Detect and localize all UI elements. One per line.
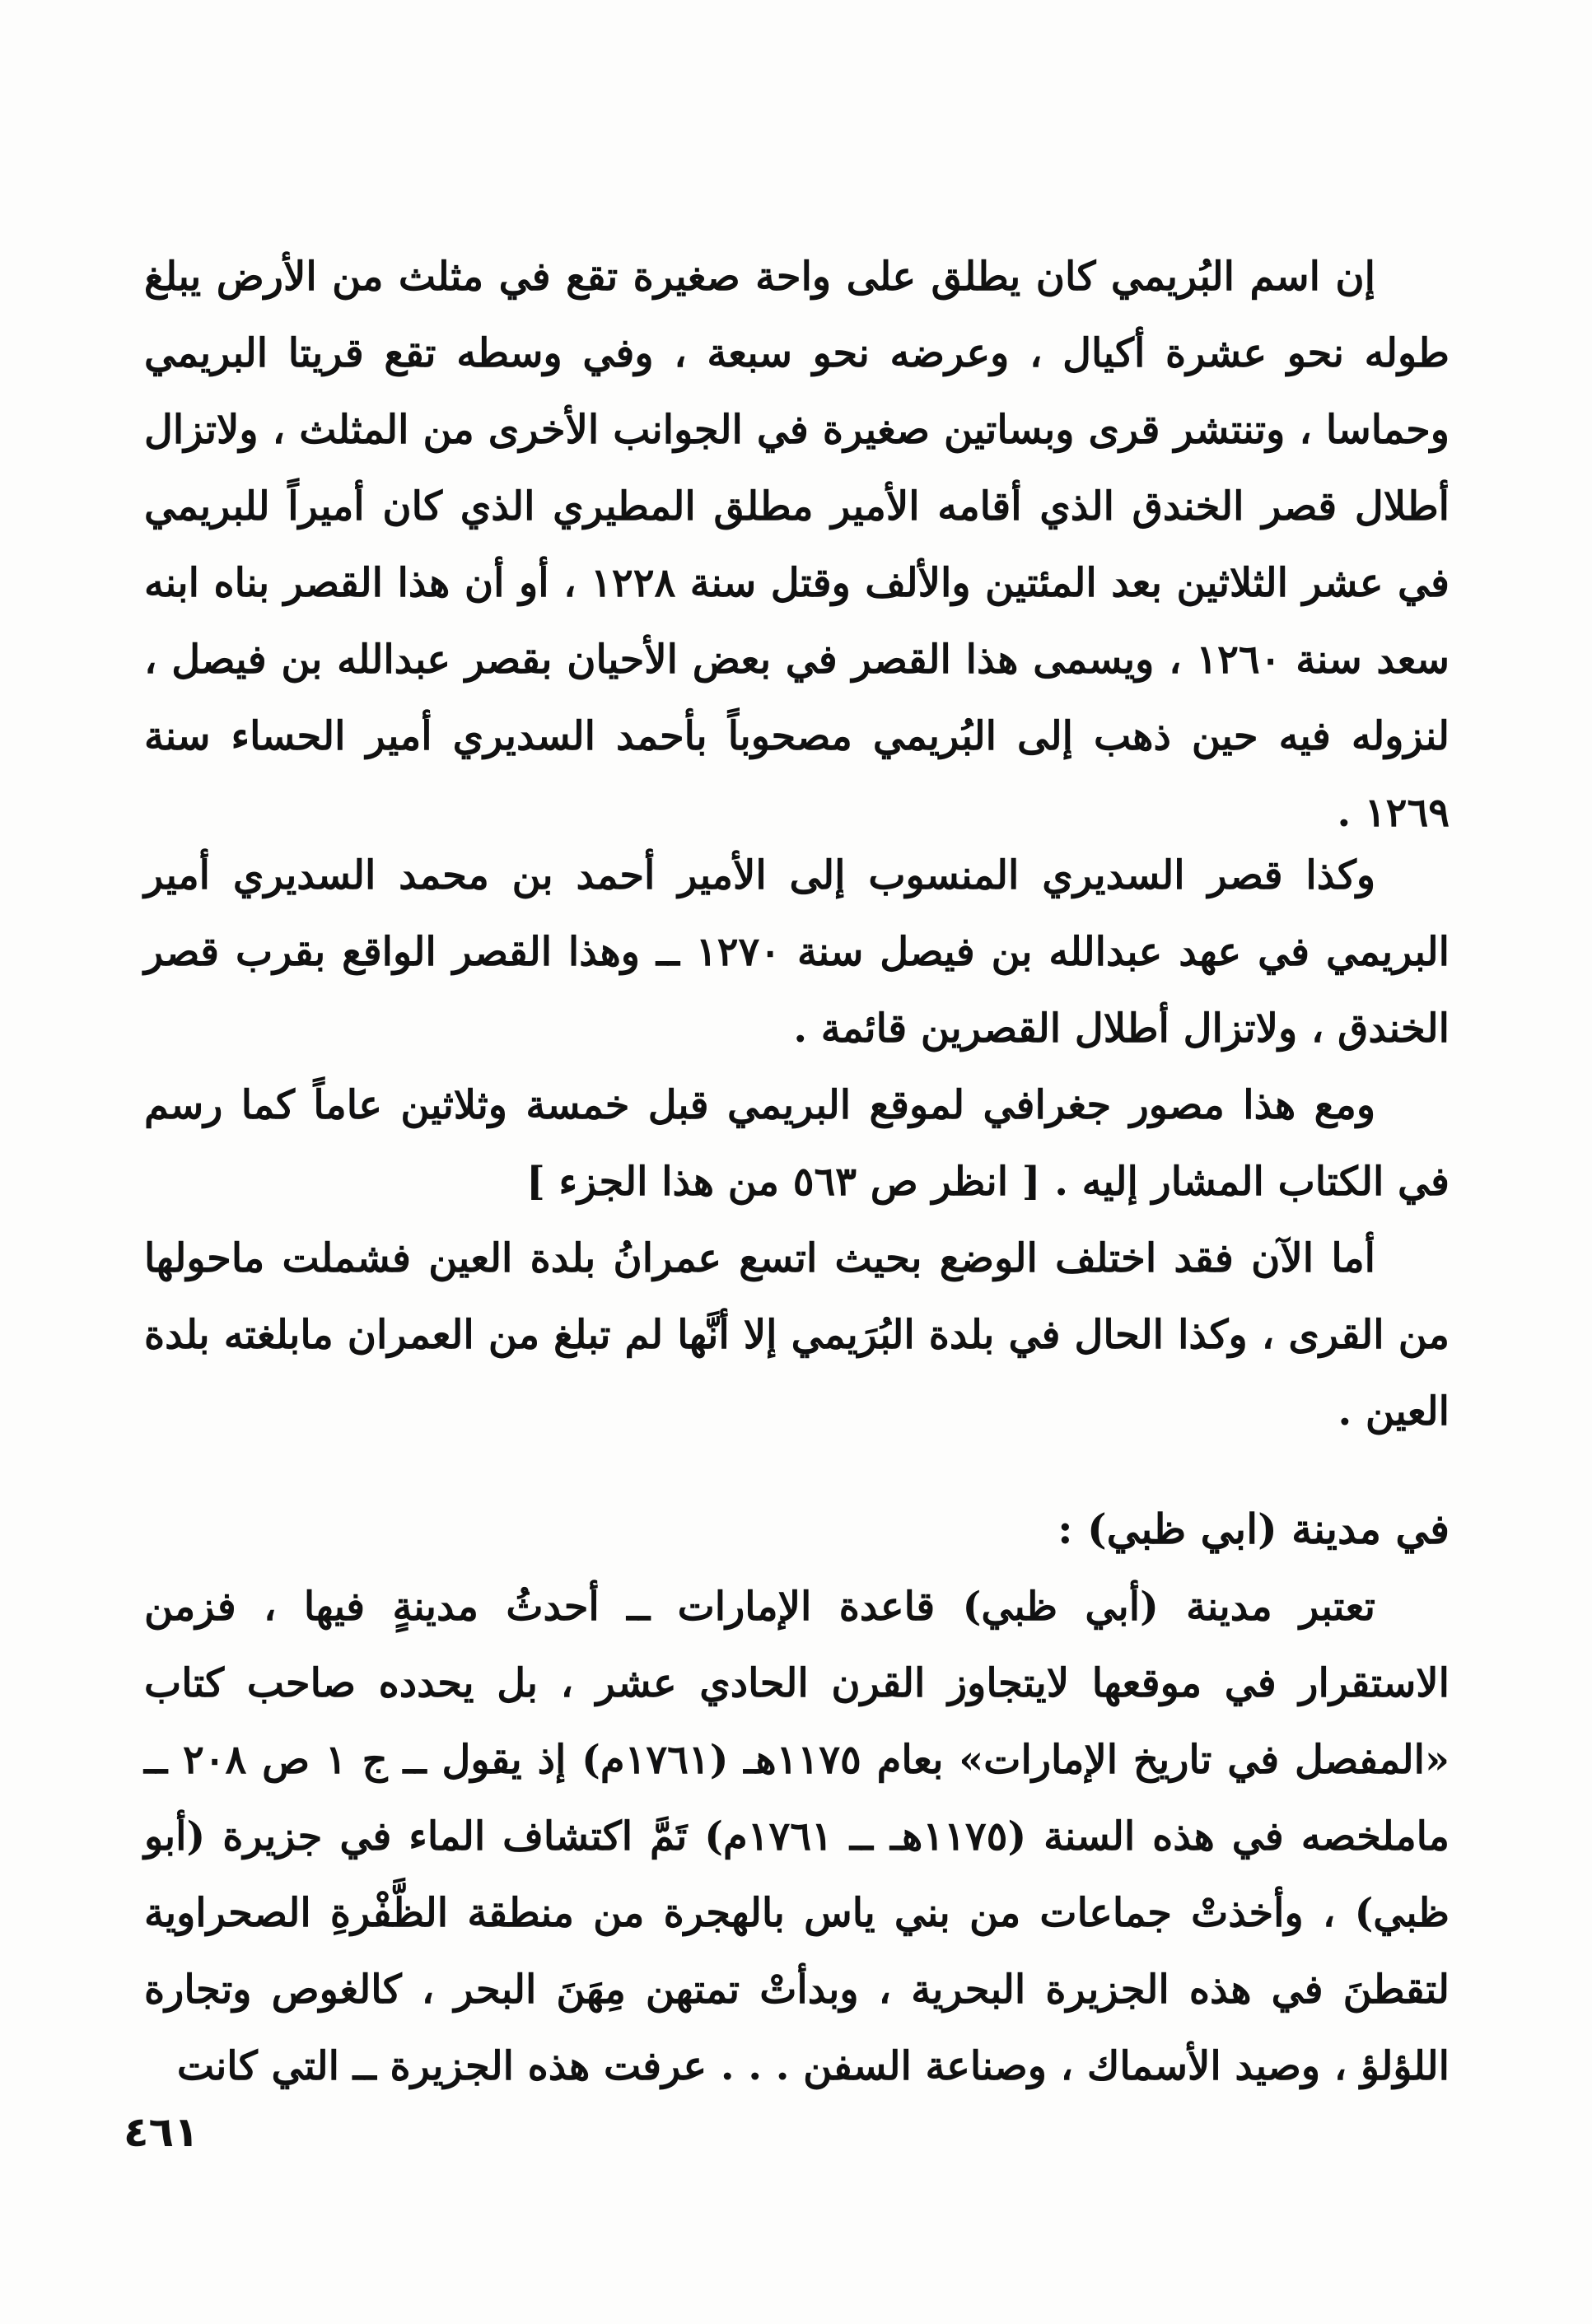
paragraph-map-reference (144, 1067, 1450, 1220)
paragraph-text: أما الآن فقد اختلف الوضع بحيث اتسع عمرانُ بلدة العين فشملت ماحولها من القرى ، وكذا الحال في بلدة البُرَيمي إلا أنَّها لم تبلغ من العمران مابلغته بلدة العين . (144, 1235, 1450, 1435)
paragraph-text: وكذا قصر السديري المنسوب إلى الأمير أحمد بن محمد السديري أمير البريمي في عهد عبدالله بن فيصل سنة ١٢٧٠ ــ وهذا القصر الواقع بقرب قصر الخندق ، ولاتزال أطلال القصرين قائمة . (144, 852, 1450, 1052)
paragraph-text: ومع هذا مصور جغرافي لموقع البريمي قبل خمسة وثلاثين عاماً كما رسم في الكتاب المشار إليه . [ انظر ص ٥٦٣ من هذا الجزء ] (144, 1082, 1450, 1205)
paragraph-current-status (144, 1220, 1450, 1450)
paragraph-sudairi-palace (144, 838, 1450, 1067)
section-heading: في مدينة (ابي ظبي) : (1057, 1505, 1450, 1553)
paragraph-buraimi-oasis (144, 239, 1450, 852)
paragraph-abu-dhabi (144, 1569, 1450, 2105)
page-number: ٤٦١ (124, 2108, 199, 2156)
paragraph-text: إن اسم البُريمي كان يطلق على واحة صغيرة تقع في مثلث من الأرض يبلغ طوله نحو عشرة أكيال ، وعرضه نحو سبعة ، وفي وسطه تقع قريتا البريمي وحماسا ، وتنتشر قرى وبساتين صغيرة في الجوانب الأخرى من المثلث ، ولاتزال أطلال قصر الخندق الذي أقامه الأمير مطلق المطيري الذي كان أميراً للبريمي في عشر الثلاثين بعد المئتين والألف وقتل سنة ١٢٢٨ ، أو أن هذا القصر بناه ابنه سعد سنة ١٢٦٠ ، ويسمى هذا القصر في بعض الأحيان بقصر عبدالله بن فيصل ، لنزوله فيه حين ذهب إلى البُريمي مصحوباً بأحمد السديري أمير الحساء سنة ١٢٦٩ . (144, 254, 1450, 836)
paragraph-text: تعتبر مدينة (أبي ظبي) قاعدة الإمارات ــ أحدثُ مدينةٍ فيها ، فزمن الاستقرار في موقعها لايتجاوز القرن الحادي عشر ، بل يحدده صاحب كتاب «المفصل في تاريخ الإمارات» بعام ١١٧٥هـ (١٧٦١م) إذ يقول ــ ج ١ ص ٢٠٨ ــ ماملخصه في هذه السنة (١١٧٥هـ ــ ١٧٦١م) تَمَّ اكتشاف الماء في جزيرة (أبو ظبي) ، وأخذتْ جماعات من بني ياس بالهجرة من منطقة الظَّفْرةِ الصحراوية لتقطنَ في هذه الجزيرة البحرية ، وبدأتْ تمتهن مِهَنَ البحر ، كالغوص وتجارة اللؤلؤ ، وصيد الأسماك ، وصناعة السفن . . . عرفت هذه الجزيرة ــ التي كانت (144, 1584, 1450, 2089)
